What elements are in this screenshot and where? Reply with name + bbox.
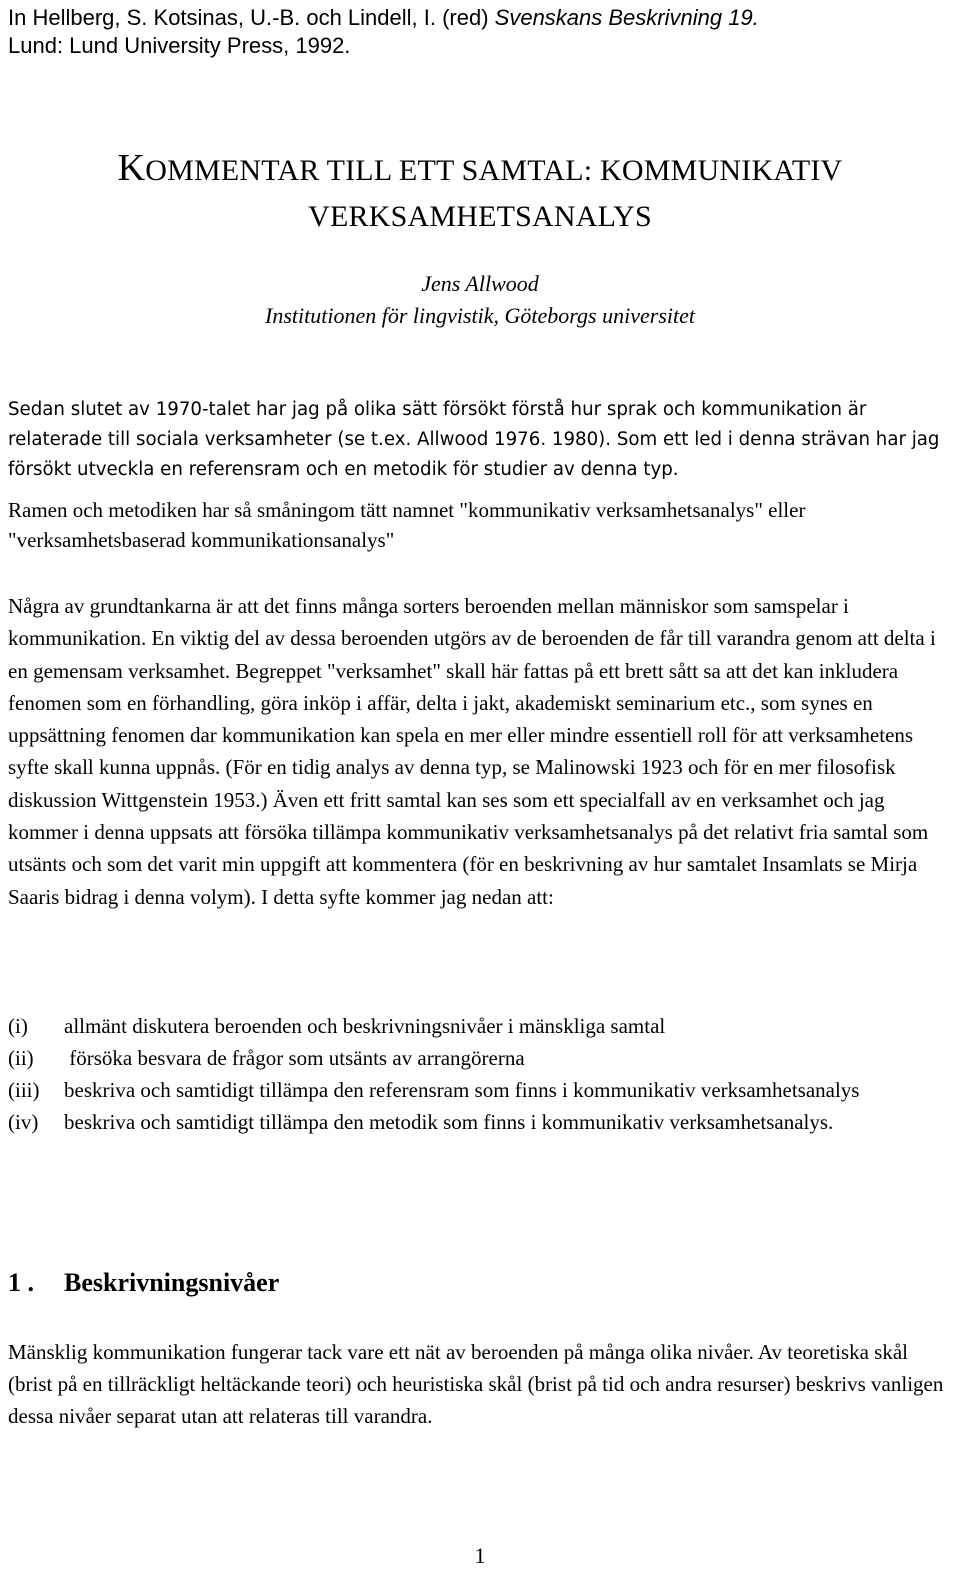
title-line-1: [0, 145, 960, 194]
list-item-text: försöka besvara de frågor som utsänts av arrangörerna: [64, 1046, 525, 1070]
list-item-number: (ii): [8, 1046, 34, 1070]
citation-editors: In Hellberg, S. Kotsinas, U.-B. och Lindell, I. (red): [8, 5, 495, 30]
citation: [8, 4, 948, 60]
list-item: [8, 1074, 948, 1106]
list-item: [8, 1042, 948, 1074]
intro-paragraph: [8, 395, 950, 485]
title-initial: K: [117, 147, 146, 189]
list-item: [8, 1010, 948, 1042]
author-name: Jens Allwood: [421, 271, 539, 296]
section-heading: [8, 1266, 279, 1300]
citation-line-1: [8, 4, 948, 32]
list-item: [8, 1106, 948, 1138]
citation-line-2: Lund: Lund University Press, 1992.: [8, 33, 351, 58]
author-block: [0, 268, 960, 332]
list-item-number: (iv): [8, 1110, 39, 1134]
list-item-number: (i): [8, 1014, 28, 1038]
intro-serif-text: Ramen och metodiken har så småningom tätt namnet "kommunikativ verksamhetsanalys" eller "verksamhetsbaserad kommunikationsanalys": [8, 498, 806, 552]
page-number: 1: [474, 1543, 486, 1568]
title-line-1-rest: OMMENTAR TILL ETT SAMTAL: KOMMUNIKATIV: [145, 154, 843, 187]
author-affiliation: Institutionen för lingvistik, Göteborgs universitet: [265, 303, 695, 328]
title-line-2: VERKSAMHETSANALYS: [308, 200, 652, 233]
aims-list: [8, 1010, 948, 1138]
section-title: Beskrivningsnivåer: [64, 1268, 280, 1297]
body-paragraph-2: Några av grundtankarna är att det finns många sorters beroenden mellan människor som samspelar i kommunikation. En viktig del av dessa beroenden utgörs av de beroenden de får till varandra genom att delta i en gemensam verksamhet. Begreppet "verksamhet" skall här fattas på ett brett sått sa att det kan inkludera fenomen som en förhandling, göra inköp i affär, delta i jakt, akademiskt seminarium etc., som synes en uppsättning fenomen dar kommunikation kan spela en mer eller mindre essentiell roll för att verksamhetens syfte skall kunna uppnås. (För en tidig analys av denna typ, se Malinowski 1923 och för en mer filosofisk diskussion Wittgenstein 1953.) Även ett fritt samtal kan ses som ett specialfall av en verksamhet och jag kommer i denna uppsats att försöka tillämpa kommunikativ verksamhetsanalys på det relativt fria samtal som utsänts och som det varit min uppgift att kommentera (för en beskrivning av hur samtalet Insamlats se Mirja Saaris bidrag i denna volym). I detta syfte kommer jag nedan att:: [8, 594, 936, 909]
list-item-text: allmänt diskutera beroenden och beskrivningsnivåer i mänskliga samtal: [64, 1014, 666, 1038]
citation-series-title: Svenskans Beskrivning 19.: [494, 5, 759, 30]
article-title: [0, 145, 960, 240]
list-item-number: (iii): [8, 1078, 40, 1102]
list-item-text: beskriva och samtidigt tillämpa den metodik som finns i kommunikativ verksamhetsanalys.: [64, 1110, 834, 1134]
intro-serif-paragraph: [8, 495, 950, 555]
section-number: 1 .: [8, 1268, 34, 1297]
intro-sans-text: Sedan slutet av 1970-talet har jag på olika sätt försökt förstå hur sprak och kommunikation är relaterade till sociala verksamheter (se t.ex. Allwood 1976. 1980). Som ett led i denna strävan har jag försökt utveckla en referensram och en metodik för studier av denna typ.: [8, 399, 940, 480]
list-item-text: beskriva och samtidigt tillämpa den referensram som finns i kommunikativ verksamhetsanalys: [64, 1078, 860, 1102]
body-paragraph-3: Mänsklig kommunikation fungerar tack vare ett nät av beroenden på många olika nivåer. Av teoretiska skål (brist på en tillräckligt heltäckande teori) och heuristiska skål (brist på tid och andra resurser) beskrivs vanligen dessa nivåer separat utan att relateras till varandra.: [8, 1340, 944, 1428]
